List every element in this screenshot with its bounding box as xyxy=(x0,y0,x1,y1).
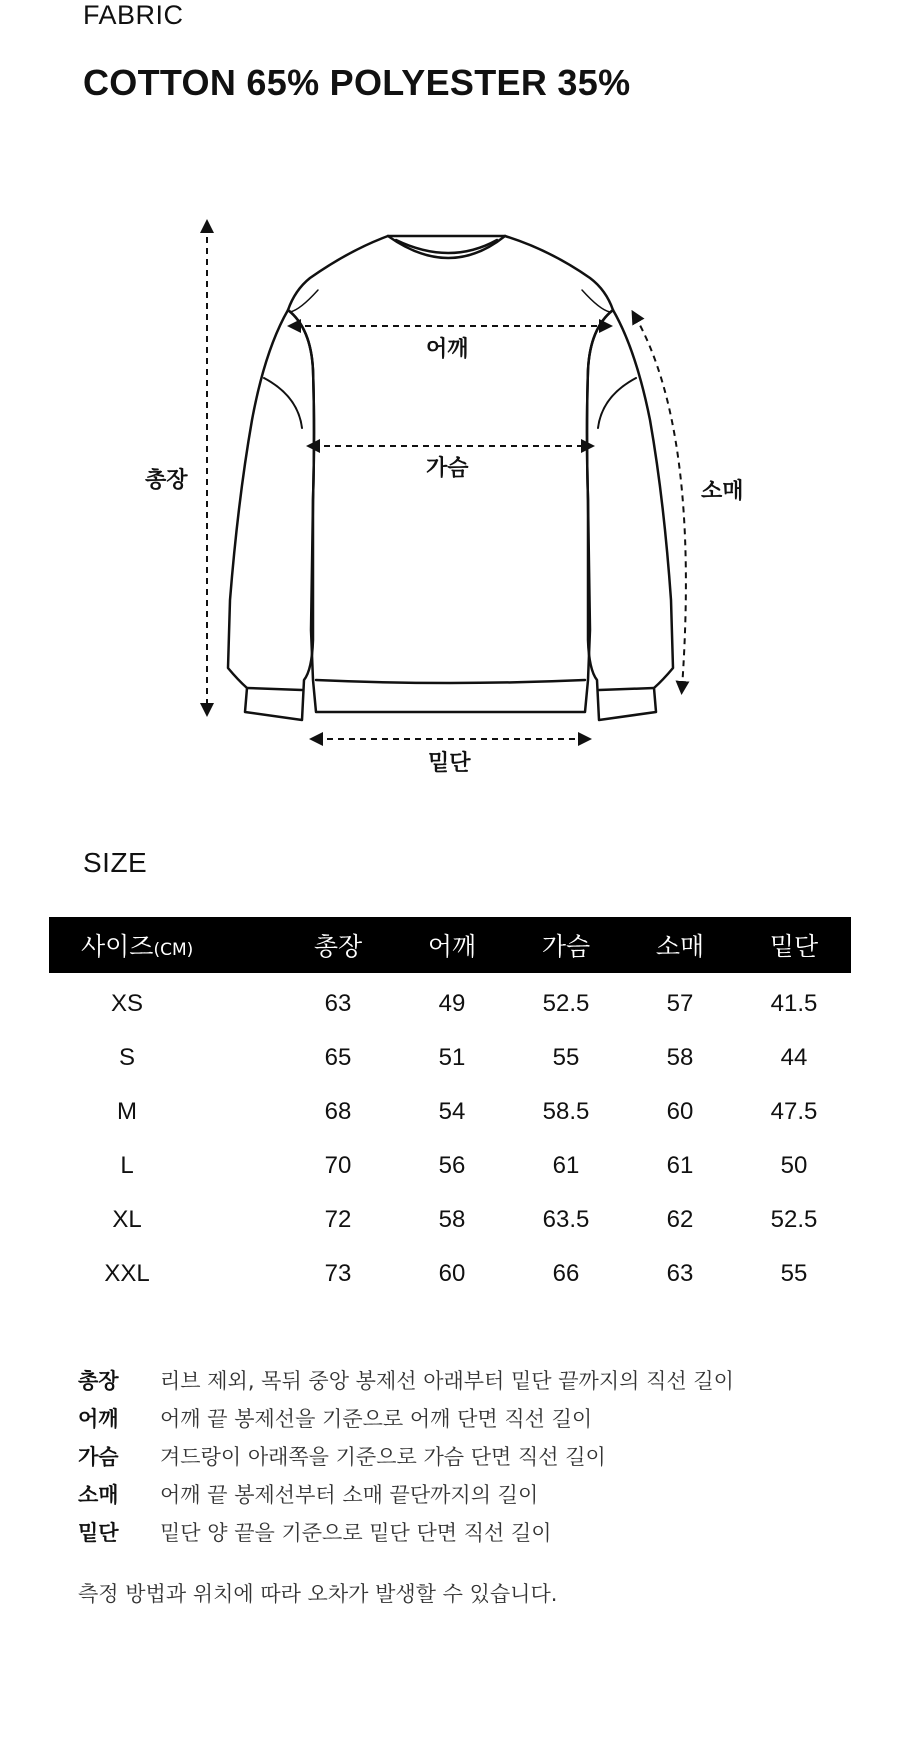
table-row xyxy=(49,1139,851,1193)
sleeve-cell: 58 xyxy=(666,1044,694,1071)
fabric-composition: COTTON 65% POLYESTER 35% xyxy=(83,62,631,103)
size-cell xyxy=(49,1139,281,1193)
sleeve-label: 소매 xyxy=(701,479,744,504)
shoulder-cell: 56 xyxy=(438,1152,466,1179)
header-shoulder: 어깨 xyxy=(395,917,509,973)
chest-cell: 61 xyxy=(552,1152,580,1179)
note-total-length xyxy=(78,1361,734,1399)
header-size-label: 사이즈 xyxy=(81,932,154,961)
shoulder-cell: 58 xyxy=(438,1206,466,1233)
header-sleeve: 소매 xyxy=(623,917,737,973)
chest-cell: 66 xyxy=(552,1260,580,1287)
table-row xyxy=(49,1193,851,1247)
sleeve-line xyxy=(635,316,686,688)
chest-cell: 52.5 xyxy=(542,990,590,1017)
note-shoulder xyxy=(78,1399,734,1437)
total-length-cell: 72 xyxy=(324,1206,352,1233)
hem-cell: 55 xyxy=(780,1260,808,1287)
note-term: 소매 xyxy=(78,1483,119,1507)
hem-cell: 50 xyxy=(780,1152,808,1179)
header-chest: 가슴 xyxy=(509,917,623,973)
hem-label: 밑단 xyxy=(428,751,471,776)
chest-cell: 55 xyxy=(552,1044,580,1071)
total-length-label: 총장 xyxy=(145,468,188,493)
size-value: XXL xyxy=(104,1260,150,1287)
note-description: 어깨 끝 봉제선을 기준으로 어깨 단면 직선 길이 xyxy=(160,1407,593,1431)
size-value: L xyxy=(120,1152,134,1179)
size-table-header xyxy=(49,917,851,973)
note-description: 어깨 끝 봉제선부터 소매 끝단까지의 길이 xyxy=(160,1483,539,1507)
table-row xyxy=(49,1031,851,1085)
table-row xyxy=(49,973,851,1031)
note-term: 어깨 xyxy=(78,1407,119,1431)
note-term: 가슴 xyxy=(78,1445,119,1469)
hem-cell: 52.5 xyxy=(770,1206,818,1233)
hem-cell: 47.5 xyxy=(770,1098,818,1125)
note-chest xyxy=(78,1437,734,1475)
total-length-cell: 70 xyxy=(324,1152,352,1179)
header-unit: (CM) xyxy=(153,940,194,960)
size-value: XS xyxy=(110,990,143,1017)
sleeve-cell: 62 xyxy=(666,1206,694,1233)
total-length-cell: 73 xyxy=(324,1260,352,1287)
note-description: 리브 제외, 목뒤 중앙 봉제선 아래부터 밑단 끝까지의 직선 길이 xyxy=(160,1369,734,1393)
sleeve-cell: 63 xyxy=(666,1260,694,1287)
note-sleeve xyxy=(78,1475,734,1513)
size-table xyxy=(49,917,851,1301)
note-term: 밑단 xyxy=(78,1521,119,1545)
shoulder-cell: 49 xyxy=(438,990,466,1017)
table-row xyxy=(49,1085,851,1139)
measurement-disclaimer: 측정 방법과 위치에 따라 오차가 발생할 수 있습니다. xyxy=(78,1582,558,1606)
size-cell xyxy=(49,1247,281,1301)
chest-cell: 63.5 xyxy=(542,1206,590,1233)
shoulder-cell: 60 xyxy=(438,1260,466,1287)
sleeve-cell: 60 xyxy=(666,1098,694,1125)
total-length-cell: 65 xyxy=(324,1044,352,1071)
header-hem: 밑단 xyxy=(737,917,851,973)
total-length-cell: 68 xyxy=(324,1098,352,1125)
fabric-label: FABRIC xyxy=(83,0,184,30)
size-cell xyxy=(49,1193,281,1247)
note-description: 겨드랑이 아래쪽을 기준으로 가슴 단면 직선 길이 xyxy=(160,1445,606,1469)
size-value: M xyxy=(117,1098,137,1125)
measurement-notes xyxy=(78,1361,734,1551)
table-row xyxy=(49,1247,851,1301)
size-value: XL xyxy=(112,1206,142,1233)
note-term: 총장 xyxy=(78,1369,119,1393)
size-heading: SIZE xyxy=(83,847,148,878)
size-value: S xyxy=(118,1044,135,1071)
total-length-cell: 63 xyxy=(324,990,352,1017)
size-cell xyxy=(49,973,281,1031)
chest-cell: 58.5 xyxy=(542,1098,590,1125)
chest-label: 가슴 xyxy=(426,456,469,481)
shoulder-cell: 51 xyxy=(438,1044,466,1071)
sweatshirt-measurement-diagram xyxy=(0,200,900,800)
hem-cell: 41.5 xyxy=(770,990,818,1017)
note-hem xyxy=(78,1513,734,1551)
sleeve-cell: 57 xyxy=(666,990,694,1017)
shoulder-label: 어깨 xyxy=(426,337,469,362)
header-total-length: 총장 xyxy=(281,917,395,973)
sleeve-cell: 61 xyxy=(666,1152,694,1179)
shoulder-cell: 54 xyxy=(438,1098,466,1125)
header-size xyxy=(49,917,281,973)
note-description: 밑단 양 끝을 기준으로 밑단 단면 직선 길이 xyxy=(160,1521,552,1545)
hem-cell: 44 xyxy=(780,1044,808,1071)
size-cell xyxy=(49,1031,281,1085)
size-cell xyxy=(49,1085,281,1139)
measurement-lines xyxy=(207,226,686,739)
